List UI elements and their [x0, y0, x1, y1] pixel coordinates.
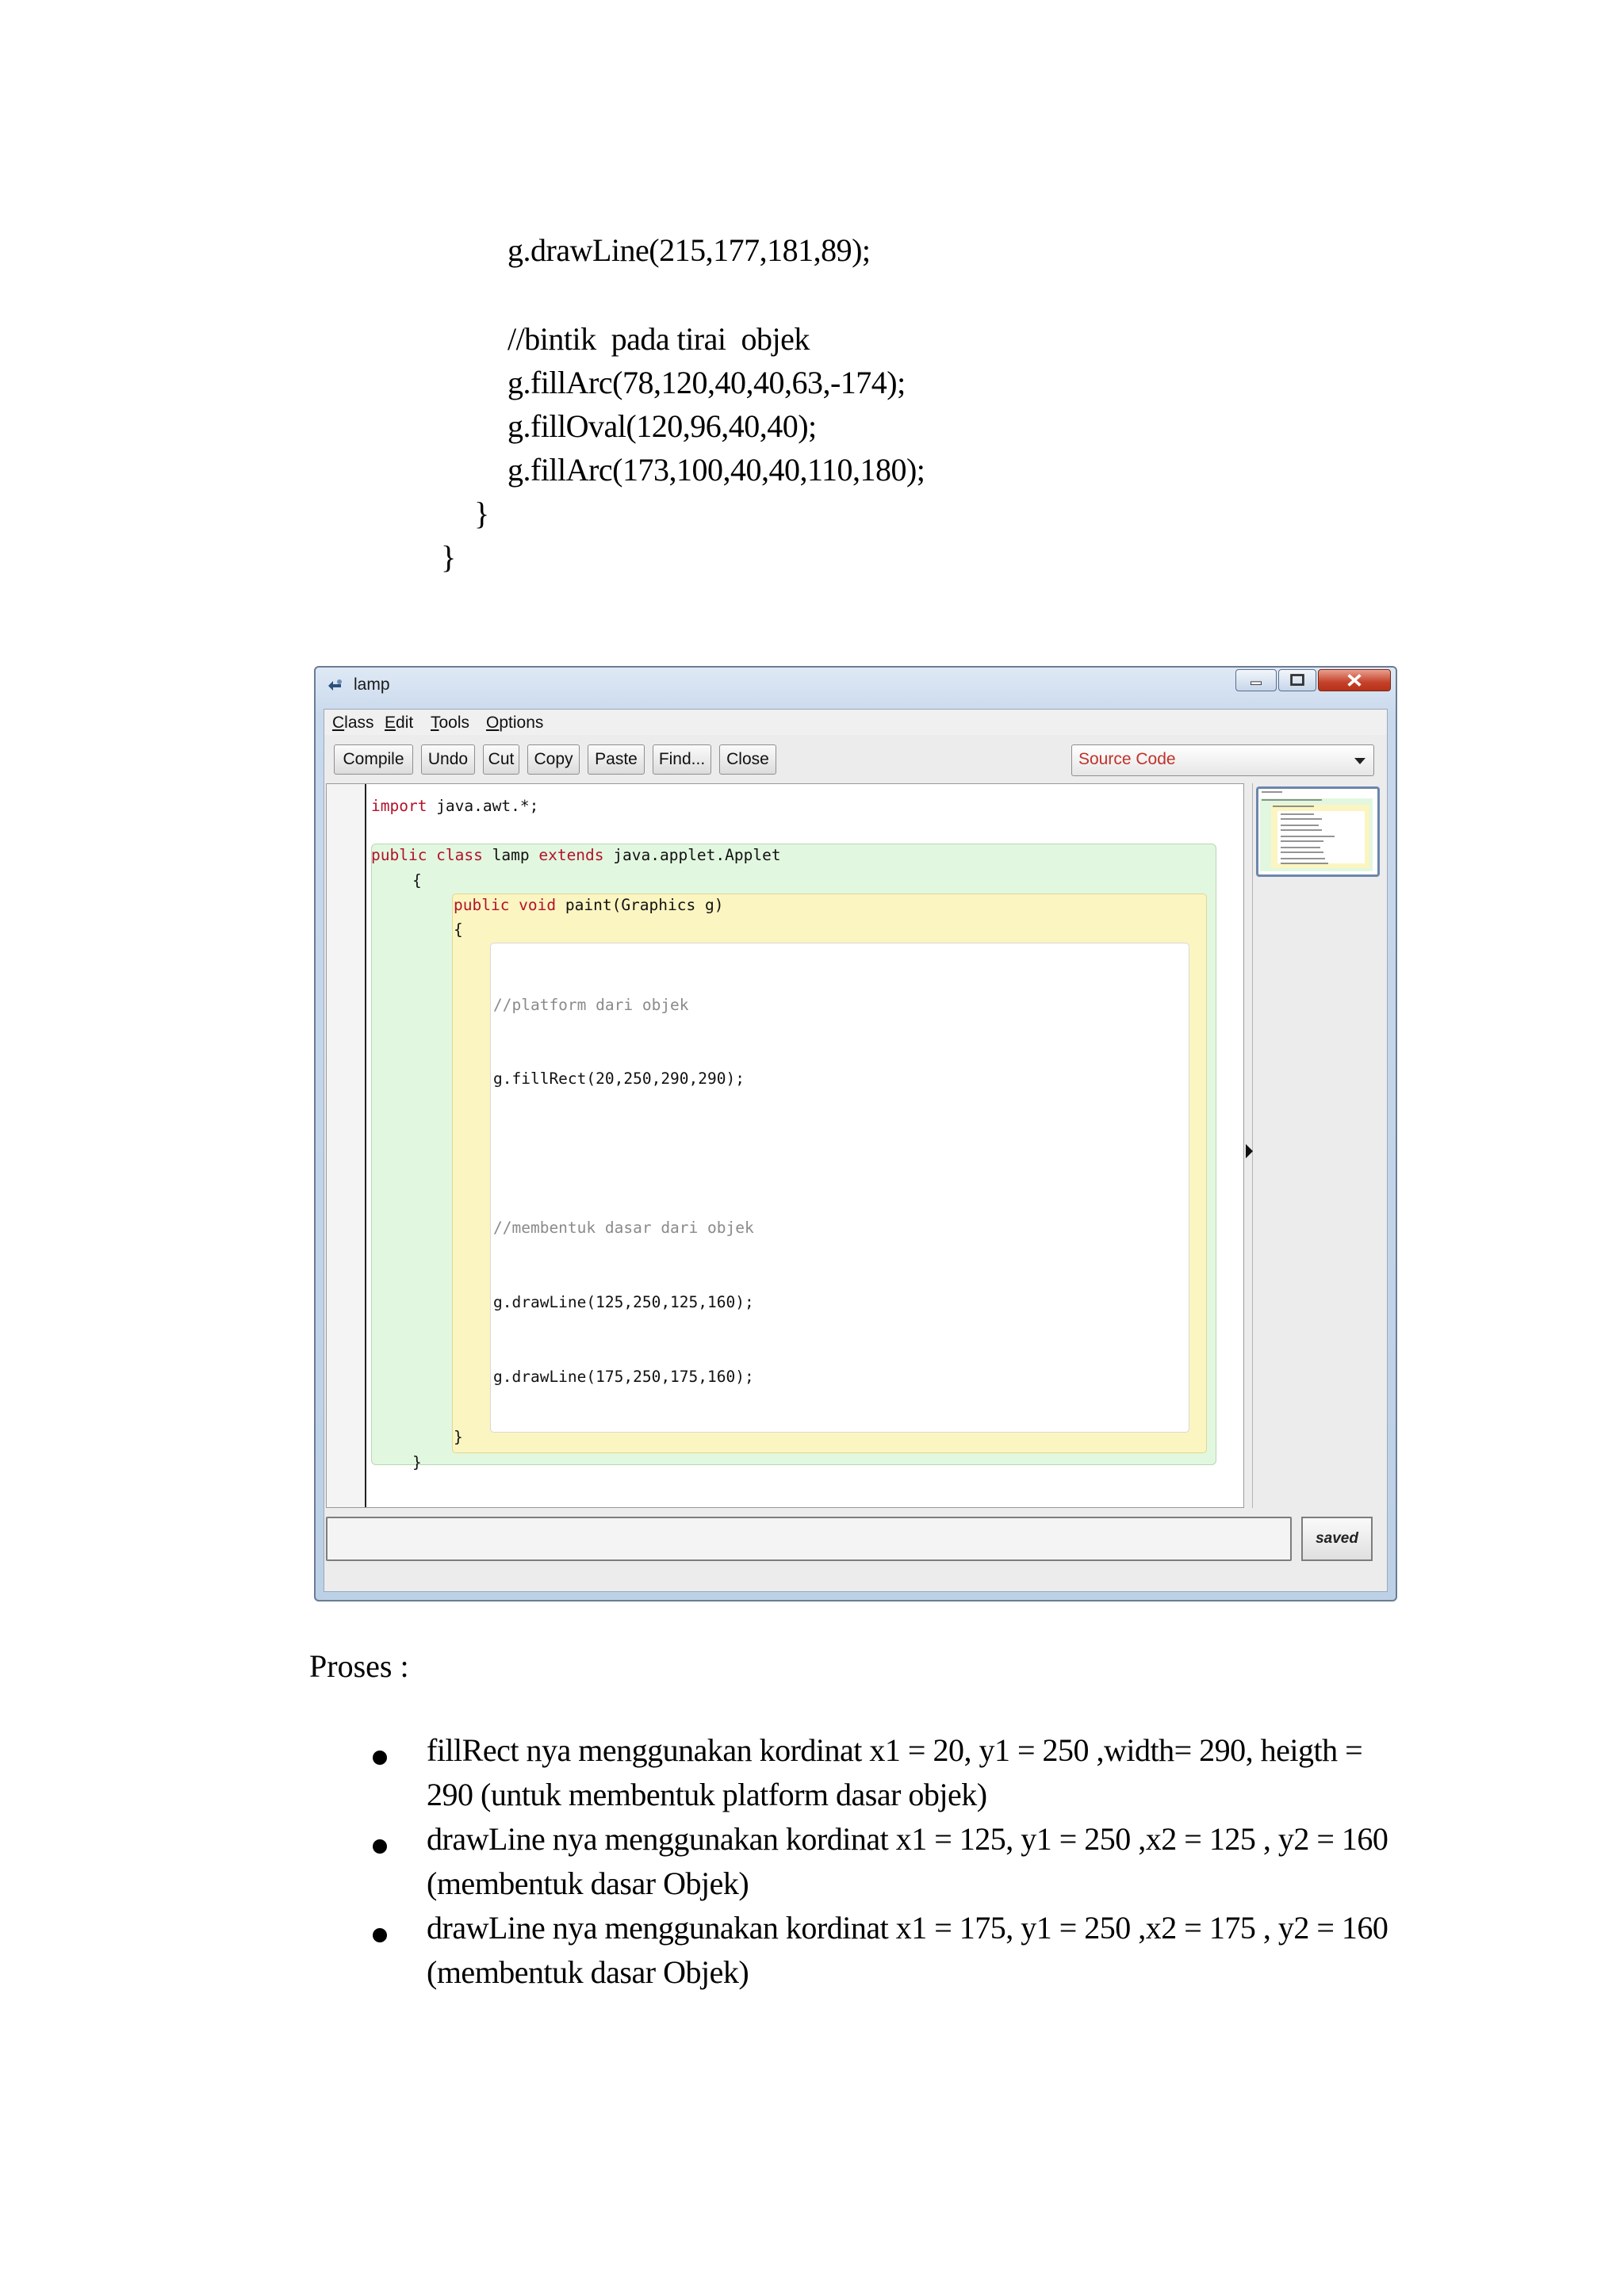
status-message [326, 1517, 1292, 1561]
code-line: //membentuk dasar dari objek [493, 1219, 754, 1238]
method-declaration: public void paint(Graphics g) [454, 896, 724, 914]
menu-tools[interactable]: Tools [431, 714, 470, 732]
doc-code-line: g.fillOval(120,96,40,40); [508, 408, 817, 444]
bullet-icon [373, 1839, 387, 1854]
find-button[interactable]: Find... [653, 744, 711, 775]
toolbar [324, 735, 1387, 778]
doc-code-line: g.fillArc(78,120,40,40,63,-174); [508, 365, 906, 400]
maximize-icon [1279, 670, 1316, 691]
doc-code-brace: } [441, 539, 456, 575]
doc-code-line: g.drawLine(215,177,181,89); [508, 232, 871, 268]
bluej-app-icon [327, 676, 344, 694]
saved-indicator: saved [1301, 1517, 1373, 1561]
import-line: import java.awt.*; [371, 797, 539, 815]
chevron-down-icon [1354, 758, 1365, 764]
paste-button[interactable]: Paste [588, 744, 645, 775]
window-content [324, 709, 1388, 1592]
cut-button[interactable]: Cut [483, 744, 519, 775]
navigation-view-panel[interactable] [1252, 783, 1386, 1508]
method-open-brace: { [454, 920, 463, 939]
close-button[interactable]: Close [719, 744, 776, 775]
code-editor[interactable] [326, 783, 1244, 1508]
undo-button[interactable]: Undo [421, 744, 475, 775]
window-title: lamp [354, 675, 390, 694]
class-declaration: public class lamp extends java.applet.Applet [371, 846, 781, 864]
thumbnail-preview [1258, 789, 1377, 874]
copy-button[interactable]: Copy [527, 744, 580, 775]
menu-options[interactable]: Options [486, 714, 544, 732]
status-bar [324, 1512, 1387, 1591]
method-close-brace: } [454, 1428, 463, 1446]
title-bar[interactable] [316, 668, 1396, 704]
minimize-icon [1236, 670, 1276, 691]
close-window-button[interactable] [1318, 669, 1391, 691]
code-overview-thumbnail[interactable] [1256, 786, 1380, 877]
class-close-brace: } [412, 1453, 422, 1471]
code-line: g.drawLine(125,250,125,160); [493, 1293, 754, 1312]
code-line: //platform dari objek [493, 995, 689, 1014]
section-heading: Proses : [309, 1648, 409, 1684]
collapse-arrow-icon[interactable] [1246, 1144, 1253, 1158]
doc-code-comment: //bintik pada tirai objek [508, 321, 810, 357]
minimize-button[interactable] [1235, 669, 1277, 691]
bullet-icon [373, 1928, 387, 1942]
view-select[interactable] [1071, 744, 1374, 776]
compile-button[interactable]: Compile [334, 744, 413, 775]
class-open-brace: { [412, 871, 422, 890]
close-icon [1319, 670, 1390, 691]
method-body [493, 943, 866, 1508]
list-item: drawLine nya menggunakan kordinat x1 = 175, y1 = 250 ,x2 = 175 , y2 = 160 (membentuk dasar Objek) [427, 1910, 1388, 1990]
maximize-button[interactable] [1278, 669, 1316, 691]
bullet-icon [373, 1751, 387, 1765]
menu-class[interactable]: Class [332, 714, 374, 732]
code-line [493, 1141, 866, 1165]
list-item: fillRect nya menggunakan kordinat x1 = 20, y1 = 250 ,width= 290, heigth = 290 (untuk membentuk platform dasar objek) [427, 1732, 1363, 1812]
doc-code-line: g.fillArc(173,100,40,40,110,180); [508, 452, 925, 488]
list-item: drawLine nya menggunakan kordinat x1 = 125, y1 = 250 ,x2 = 125 , y2 = 160 (membentuk dasar Objek) [427, 1821, 1388, 1901]
menu-bar [324, 710, 1387, 736]
line-gutter [327, 784, 366, 1507]
code-line [493, 1439, 866, 1464]
menu-edit[interactable]: Edit [385, 714, 414, 732]
code-line: g.fillRect(20,250,290,290); [493, 1070, 745, 1089]
view-select-value: Source Code [1078, 750, 1176, 768]
doc-code-brace: } [474, 496, 489, 531]
editor-window [314, 666, 1397, 1601]
code-line: g.drawLine(175,250,175,160); [493, 1368, 754, 1387]
